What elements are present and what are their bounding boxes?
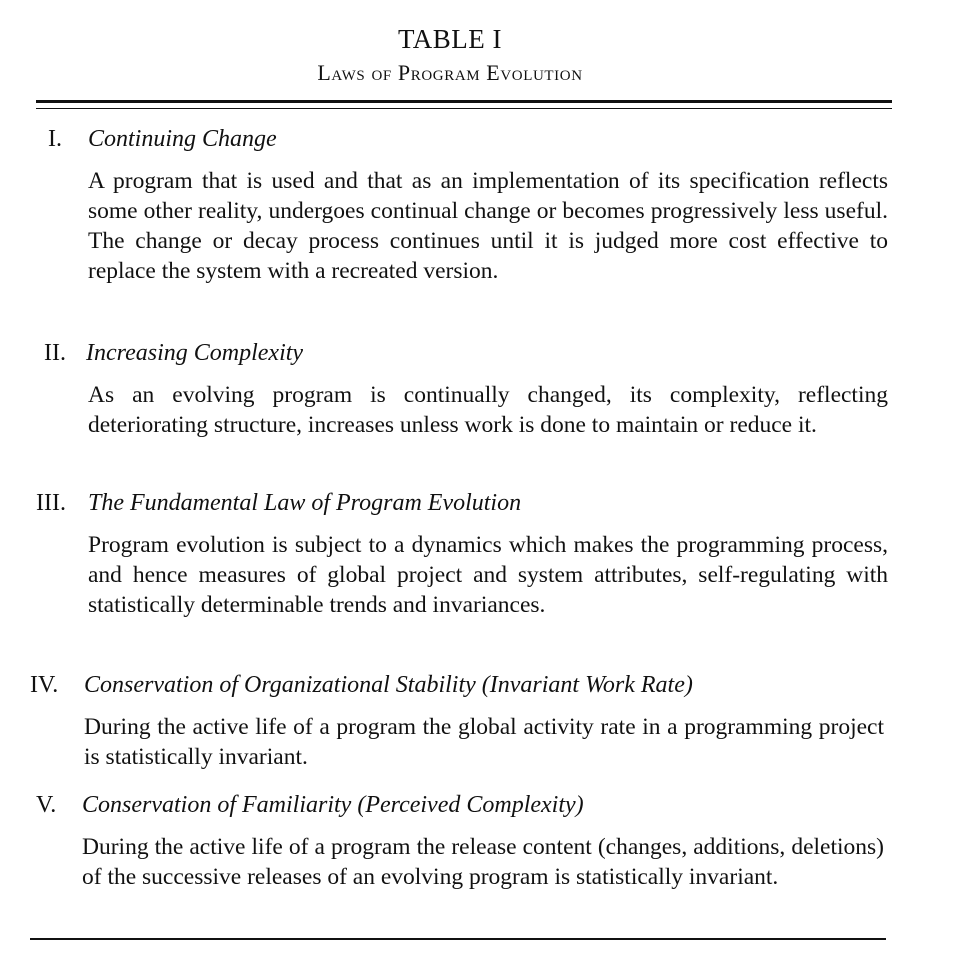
- law-description: A program that is used and that as an implementation of its specification reflects some other reality, undergoes continual change or becomes progressively less useful. The change or decay process continues until it is judged more cost effective to replace the system with a recreated version.: [88, 168, 888, 284]
- law-description: During the active life of a program the release content (changes, additions, deletions) of the successive releases of an evolving program is statistically invariant.: [82, 834, 884, 890]
- bottom-rule: [30, 938, 886, 940]
- law-numeral: III.: [36, 490, 66, 516]
- table-title: Laws of Program Evolution: [317, 60, 583, 85]
- law-numeral: IV.: [30, 672, 59, 698]
- law-heading: [48, 122, 898, 156]
- law-heading: [44, 336, 898, 370]
- law-title: Increasing Complexity: [86, 340, 304, 366]
- law-title: The Fundamental Law of Program Evolution: [88, 490, 522, 516]
- law-title: Conservation of Familiarity (Perceived Complexity): [82, 792, 584, 818]
- law-item: [36, 486, 898, 618]
- law-heading: [36, 486, 898, 520]
- top-rule-thin: [36, 108, 892, 109]
- top-rule-thick: [36, 100, 892, 103]
- law-heading: [36, 788, 898, 822]
- law-description: Program evolution is subject to a dynamics which makes the programming process, and hence measures of global project and system attributes, self-regulating with statistically determinable trends and invariances.: [88, 532, 888, 618]
- law-description: During the active life of a program the global activity rate in a programming project is statistically invariant.: [84, 714, 884, 770]
- law-description: As an evolving program is continually changed, its complexity, reflecting deteriorating structure, increases unless work is done to maintain or reduce it.: [88, 382, 888, 438]
- law-title: Conservation of Organizational Stability (Invariant Work Rate): [84, 672, 693, 698]
- law-numeral: II.: [44, 340, 66, 366]
- law-item: [44, 336, 898, 438]
- law-heading: [30, 668, 898, 702]
- table-number: TABLE I: [397, 24, 503, 54]
- law-item: [48, 122, 898, 284]
- law-numeral: V.: [36, 792, 57, 818]
- law-item: [30, 668, 898, 770]
- law-numeral: I.: [48, 126, 62, 152]
- law-item: [36, 788, 898, 890]
- law-title: Continuing Change: [88, 126, 277, 152]
